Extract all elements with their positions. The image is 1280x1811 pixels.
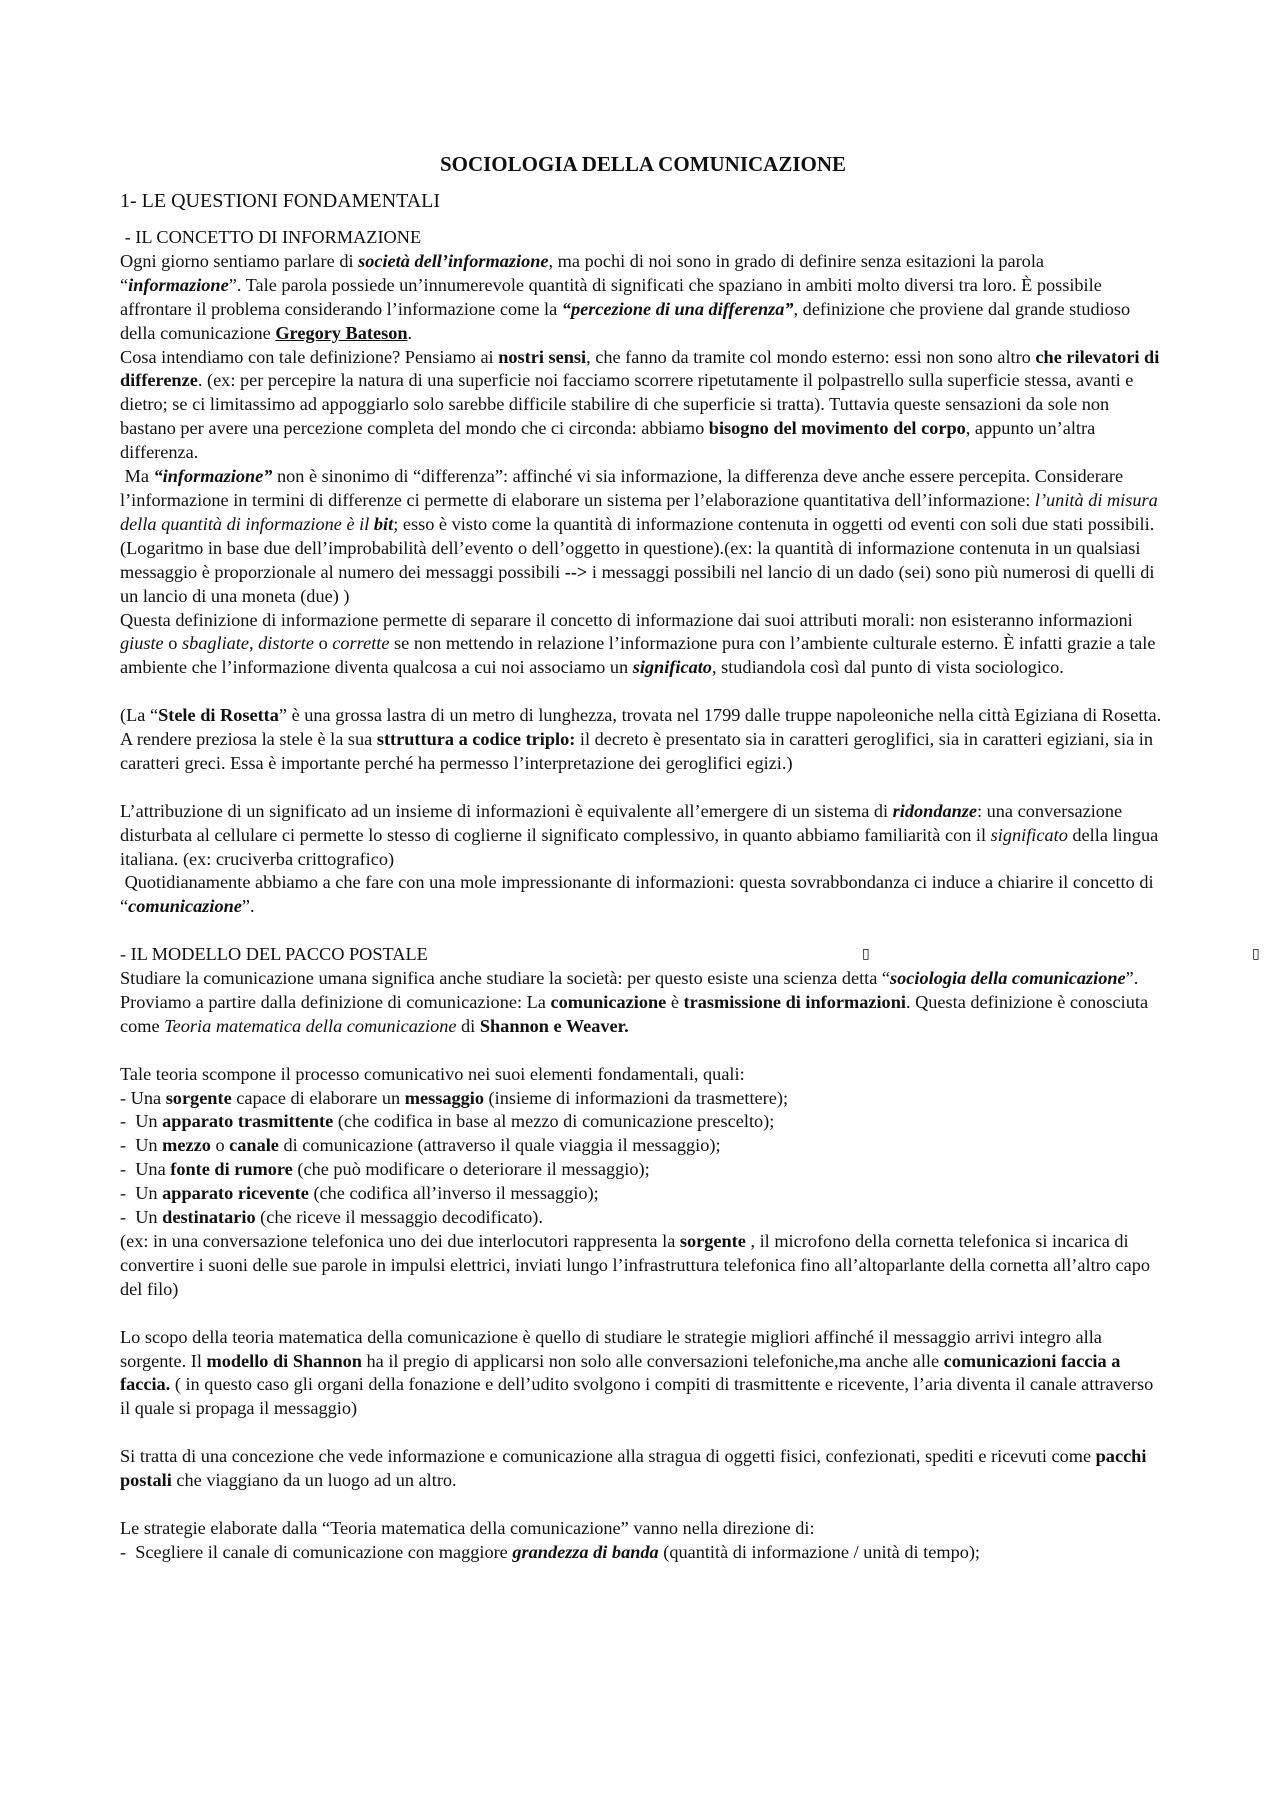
- paragraph: L’attribuzione di un significato ad un insieme di informazioni è equivalente all’emergere di un sistema di ridondanze: una conversazione disturbata al cellulare ci permette lo stesso di coglierne il significato complessivo, in quanto abbiamo familiarità con il significato della lingua italiana. (ex: cruciverba crittografico): [120, 800, 1159, 869]
- paragraph: Le strategie elaborate dalla “Teoria matematica della comunicazione” vanno nella direzione di:: [120, 1517, 815, 1538]
- paragraph: (La “Stele di Rosetta” è una grossa lastra di un metro di lunghezza, trovata nel 1799 dalle truppe napoleoniche nella città Egiziana di Rosetta. A rendere preziosa la stele è la sua sttruttura a codice triplo: il decreto è presentato sia in caratteri geroglifici, sia in caratteri egiziani, sia in caratteri greci. Essa è importante perché ha permesso l’interpretazione dei geroglifici egizi.): [120, 705, 1162, 773]
- bateson-name: Gregory Bateson: [275, 322, 408, 343]
- paragraph: Studiare la comunicazione umana significa anche studiare la società: per questo esiste una scienza detta “sociologia della comunicazione”. Proviamo a partire dalla definizione di comunicazione: La comunicazione è trasmissione di informazioni. Questa definizione è conosciuta come Teoria matematica della comunicazione di Shannon e Weaver.: [120, 968, 1149, 1036]
- paragraph: Ogni giorno sentiamo parlare di società dell’informazione, ma pochi di noi sono in grado di definire senza esitazioni la parola “informazione”. Tale parola possiede un’innumerevole quantità di significati che spaziano in ambiti molto diversi tra loro. È possibile affrontare il problema considerando l’informazione come la “percezione di una differenza”, definizione che proviene dal grande studioso della comunicazione Gregory Bateson.: [120, 250, 1131, 343]
- section-heading-row: [120, 943, 1260, 967]
- list-item: - Una fonte di rumore (che può modificare o deteriorare il messaggio);: [120, 1159, 650, 1180]
- chapter-heading: 1- LE QUESTIONI FONDAMENTALI: [120, 190, 441, 212]
- paragraph: (ex: in una conversazione telefonica uno dei due interlocutori rappresenta la sorgente , il microfono della cornetta telefonica si incarica di convertire i suoni delle sue parole in impulsi elettrici, inviati lungo l’infrastruttura telefonica fino all’altoparlante della cornetta all’altro capo del filo): [120, 1231, 1150, 1299]
- paragraph: Cosa intendiamo con tale definizione? Pensiamo ai nostri sensi, che fanno da tramite col mondo esterno: essi non sono altro che rilevatori di differenze. (ex: per percepire la natura di una superficie noi facciamo scorrere ripetutamente il polpastrello sulla superficie stessa, avanti e dietro; se ci limitassimo ad appoggiarlo solo sarebbe difficile stabilire di che superficie si tratta). Tuttavia queste sensazioni da sole non bastano per avere una percezione completa del mondo che ci circonda: abbiamo bisogno del movimento del corpo, appunto un’altra differenza.: [120, 346, 1160, 463]
- list-item: - Scegliere il canale di comunicazione con maggiore grandezza di banda (quantità di informazione / unità di tempo);: [120, 1541, 981, 1562]
- list-intro: Tale teoria scompone il processo comunicativo nei suoi elementi fondamentali, quali:: [120, 1063, 745, 1084]
- missing-glyph-icon: ▯: [1252, 946, 1260, 963]
- list-item: - Una sorgente capace di elaborare un messaggio (insieme di informazioni da trasmettere);: [120, 1087, 789, 1108]
- section-heading-pacco-postale: - IL MODELLO DEL PACCO POSTALE: [120, 944, 428, 965]
- list-item: - Un destinatario (che riceve il messaggio decodificato).: [120, 1207, 543, 1228]
- paragraph: Si tratta di una concezione che vede informazione e comunicazione alla stragua di oggetti fisici, confezionati, spediti e ricevuti come pacchi postali che viaggiano da un luogo ad un altro.: [120, 1446, 1147, 1491]
- paragraph: Ma “informazione” non è sinonimo di “differenza”: affinché vi sia informazione, la differenza deve anche essere percepita. Considerare l’informazione in termini di differenze ci permette di elaborare un sistema per l’elaborazione quantitativa dell’informazione: l’unità di misura della quantità di informazione è il bit; esso è visto come la quantità di informazione contenuta in oggetti od eventi con soli due stati possibili. (Logaritmo in base due dell’improbabilità dell’evento o dell’oggetto in questione).(ex: la quantità di informazione contenuta in un qualsiasi messaggio è proporzionale al numero dei messaggi possibili --> i messaggi possibili nel lancio di un dado (sei) sono più numerosi di quelli di un lancio di una moneta (due) ): [120, 466, 1163, 606]
- missing-glyph-icon: ▯: [862, 946, 870, 963]
- document-title: SOCIOLOGIA DELLA COMUNICAZIONE: [439, 152, 847, 176]
- list-item: - Un apparato ricevente (che codifica all’inverso il messaggio);: [120, 1183, 599, 1204]
- list-item: - Un apparato trasmittente (che codifica in base al mezzo di comunicazione prescelto);: [120, 1111, 775, 1132]
- paragraph: Lo scopo della teoria matematica della comunicazione è quello di studiare le strategie migliori affinché il messaggio arrivi integro alla sorgente. Il modello di Shannon ha il pregio di applicarsi non solo alle conversazioni telefoniche,ma anche alle comunicazioni faccia a faccia. ( in questo caso gli organi della fonazione e dell’udito svolgono i compiti di trasmittente e ricevente, l’aria diventa il canale attraverso il quale si propaga il messaggio): [120, 1326, 1154, 1419]
- document-page: [120, 150, 1260, 1565]
- section-heading-informazione: - IL CONCETTO DI INFORMAZIONE: [120, 227, 422, 247]
- list-item: - Un mezzo o canale di comunicazione (attraverso il quale viaggia il messaggio);: [120, 1135, 721, 1156]
- paragraph: Quotidianamente abbiamo a che fare con una mole impressionante di informazioni: questa sovrabbondanza ci induce a chiarire il concetto di “comunicazione”.: [120, 872, 1159, 917]
- paragraph: Questa definizione di informazione permette di separare il concetto di informazione dai suoi attributi morali: non esisteranno informazioni giuste o sbagliate, distorte o corrette se non mettendo in relazione l’informazione pura con l’ambiente culturale esterno. È infatti grazie a tale ambiente che l’informazione diventa qualcosa a cui noi associamo un significato, studiandola così dal punto di vista sociologico.: [120, 609, 1156, 678]
